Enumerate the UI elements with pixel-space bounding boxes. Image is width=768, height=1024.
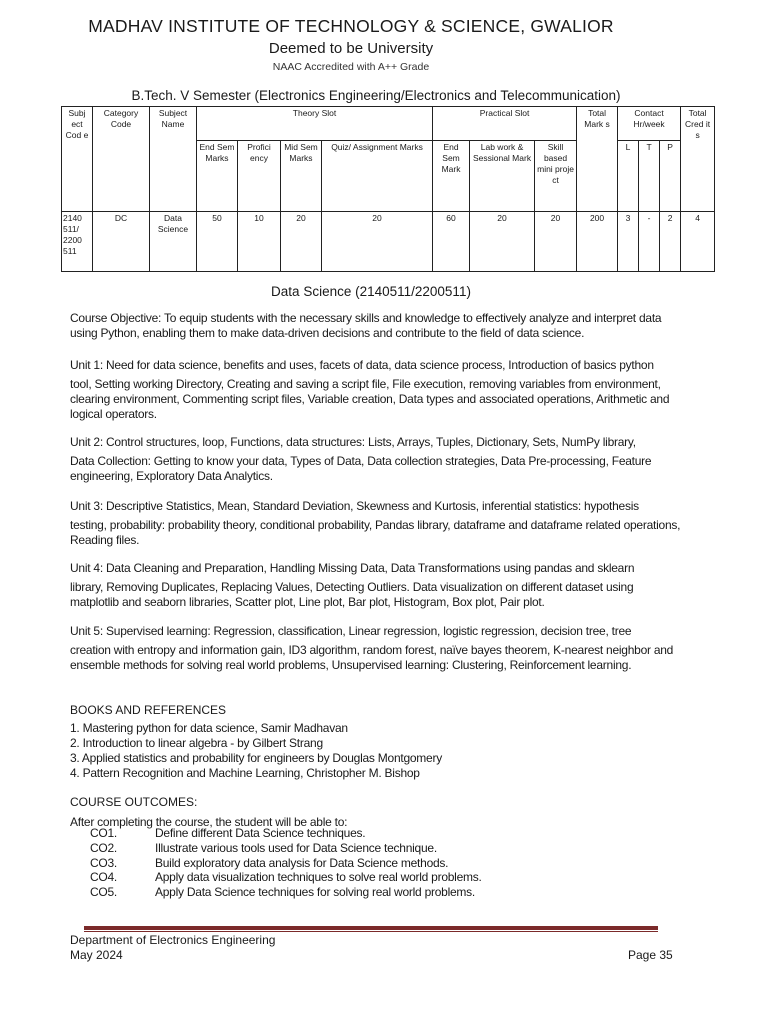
cell-lab-work: 20	[470, 212, 535, 272]
course-objective: Course Objective: To equip students with the necessary skills and knowledge to effectively analyze and interpret data using Python, enabling them to make data-driven decisions and contribute to the field of data science.	[70, 311, 662, 340]
header-practical-end-sem: End Sem Mark	[433, 141, 470, 212]
outcomes-intro: After completing the course, the student will be able to:	[70, 815, 348, 829]
outcome-code: CO5.	[90, 885, 118, 900]
unit-2-body: Data Collection: Getting to know your data, Types of Data, Data collection strategies, Data Pre-processing, Feature engineering, Exploratory Data Analytics.	[70, 454, 652, 483]
unit-1	[70, 358, 682, 422]
cell-subject-name: Data Science	[150, 212, 197, 272]
cell-subject-code: 2140 511/ 2200 511	[62, 212, 93, 272]
cell-credits: 4	[681, 212, 715, 272]
header-proficiency: Profici ency	[238, 141, 281, 212]
header-practical-slot: Practical Slot	[433, 107, 577, 141]
footer-date: May 2024	[70, 948, 123, 962]
unit-1-body: tool, Setting working Directory, Creating and saving a script file, File execution, removing variables from environment, clearing environment, Commenting script files, Variable creation, Data types and associated operations, Arithmetic and logical operators.	[70, 377, 670, 421]
outcome-text: Apply data visualization techniques to solve real world problems.	[155, 870, 482, 885]
footer-divider-thin	[84, 931, 658, 932]
page-number: Page 35	[628, 948, 673, 962]
cell-category-code: DC	[93, 212, 150, 272]
header-quiz-assignment: Quiz/ Assignment Marks	[322, 141, 433, 212]
header-l: L	[618, 141, 639, 212]
unit-3-body: testing, probability: probability theory, conditional probability, Pandas library, dataframe and dataframe related operations, Reading files.	[70, 518, 681, 547]
unit-2-first-line: Unit 2: Control structures, loop, Functions, data structures: Lists, Arrays, Tuples, Dictionary, Sets, NumPy library,	[70, 435, 636, 449]
cell-l: 3	[618, 212, 639, 272]
unit-4-first-line: Unit 4: Data Cleaning and Preparation, Handling Missing Data, Data Transformations using pandas and sklearn	[70, 561, 635, 575]
cell-p: 2	[660, 212, 681, 272]
header-subject-name: Subject Name	[150, 107, 197, 212]
cell-t: -	[639, 212, 660, 272]
header-total-marks: Total Mark s	[577, 107, 618, 212]
cell-skill-based: 20	[535, 212, 577, 272]
list-item: 4. Pattern Recognition and Machine Learning, Christopher M. Bishop	[70, 766, 420, 780]
books-list	[70, 721, 670, 781]
header-mid-sem-marks: Mid Sem Marks	[281, 141, 322, 212]
unit-4	[70, 561, 682, 610]
outcome-text: Build exploratory data analysis for Data Science methods.	[155, 855, 449, 870]
institute-name: MADHAV INSTITUTE OF TECHNOLOGY & SCIENCE, GWALIOR	[88, 16, 614, 36]
header-skill-based: Skill based mini proje ct	[535, 141, 577, 212]
header-category-code: Category Code	[93, 107, 150, 212]
outcome-code: CO3.	[90, 855, 118, 870]
institute-subtitle: Deemed to be University	[268, 40, 434, 57]
outcome-code: CO4.	[90, 870, 118, 885]
footer-left	[70, 933, 275, 963]
table-row	[62, 212, 715, 272]
header-contact-hours: Contact Hr/week	[618, 107, 681, 141]
unit-3	[70, 499, 682, 548]
cell-mid-sem: 20	[281, 212, 322, 272]
cell-practical-end-sem: 60	[433, 212, 470, 272]
institute-grade: NAAC Accredited with A++ Grade	[272, 61, 430, 73]
semester-title: B.Tech. V Semester (Electronics Engineering/Electronics and Telecommunication)	[131, 88, 621, 103]
books-heading: BOOKS AND REFERENCES	[70, 703, 227, 717]
unit-5	[70, 624, 682, 673]
unit-1-first-line: Unit 1: Need for data science, benefits and uses, facets of data, data science process, Introduction of basics python	[70, 358, 654, 372]
header-lab-work: Lab work & Sessional Mark	[470, 141, 535, 212]
outcome-code: CO2.	[90, 840, 118, 855]
header-t: T	[639, 141, 660, 212]
unit-4-body: library, Removing Duplicates, Replacing Values, Detecting Outliers. Data visualization on different dataset using matplotlib and seaborn libraries, Scatter plot, Line plot, Bar plot, Histogram, Box plot, Pair plot.	[70, 580, 634, 609]
list-item: 2. Introduction to linear algebra - by Gilbert Strang	[70, 736, 323, 750]
outcome-text: Illustrate various tools used for Data Science technique.	[155, 840, 437, 855]
header-subject-code: Subj ect Cod e	[62, 107, 93, 212]
outcome-text: Apply Data Science techniques for solving real world problems.	[155, 885, 476, 900]
outcome-code: CO1.	[90, 826, 118, 840]
outcomes-heading: COURSE OUTCOMES:	[70, 795, 198, 809]
outcomes-list	[90, 826, 482, 900]
unit-2	[70, 435, 682, 484]
header-total-credits: Total Cred it s	[681, 107, 715, 212]
footer-department: Department of Electronics Engineering	[70, 933, 276, 947]
footer-divider	[84, 926, 658, 930]
list-item	[90, 841, 482, 856]
cell-proficiency: 10	[238, 212, 281, 272]
list-item	[90, 885, 482, 900]
course-heading: Data Science (2140511/2200511)	[271, 284, 471, 299]
list-item: 1. Mastering python for data science, Samir Madhavan	[70, 721, 348, 735]
list-item: 3. Applied statistics and probability for engineers by Douglas Montgomery	[70, 751, 442, 765]
header-p: P	[660, 141, 681, 212]
list-item	[90, 870, 482, 885]
cell-total-marks: 200	[577, 212, 618, 272]
outcome-text: Define different Data Science techniques.	[155, 826, 366, 840]
header-end-sem-marks: End Sem Marks	[197, 141, 238, 212]
scheme-table	[61, 106, 715, 272]
list-item	[90, 856, 482, 871]
cell-end-sem: 50	[197, 212, 238, 272]
unit-5-first-line: Unit 5: Supervised learning: Regression, classification, Linear regression, logistic regression, decision tree, tree	[70, 624, 632, 638]
unit-3-first-line: Unit 3: Descriptive Statistics, Mean, Standard Deviation, Skewness and Kurtosis, inferential statistics: hypothesis	[70, 499, 639, 513]
cell-quiz: 20	[322, 212, 433, 272]
list-item	[90, 826, 482, 841]
header-theory-slot: Theory Slot	[197, 107, 433, 141]
unit-5-body: creation with entropy and information gain, ID3 algorithm, random forest, naïve bayes theorem, K-nearest neighbor and ensemble methods for solving real world problems, Unsupervised learning: Clustering, Reinforcement learning.	[70, 643, 674, 672]
